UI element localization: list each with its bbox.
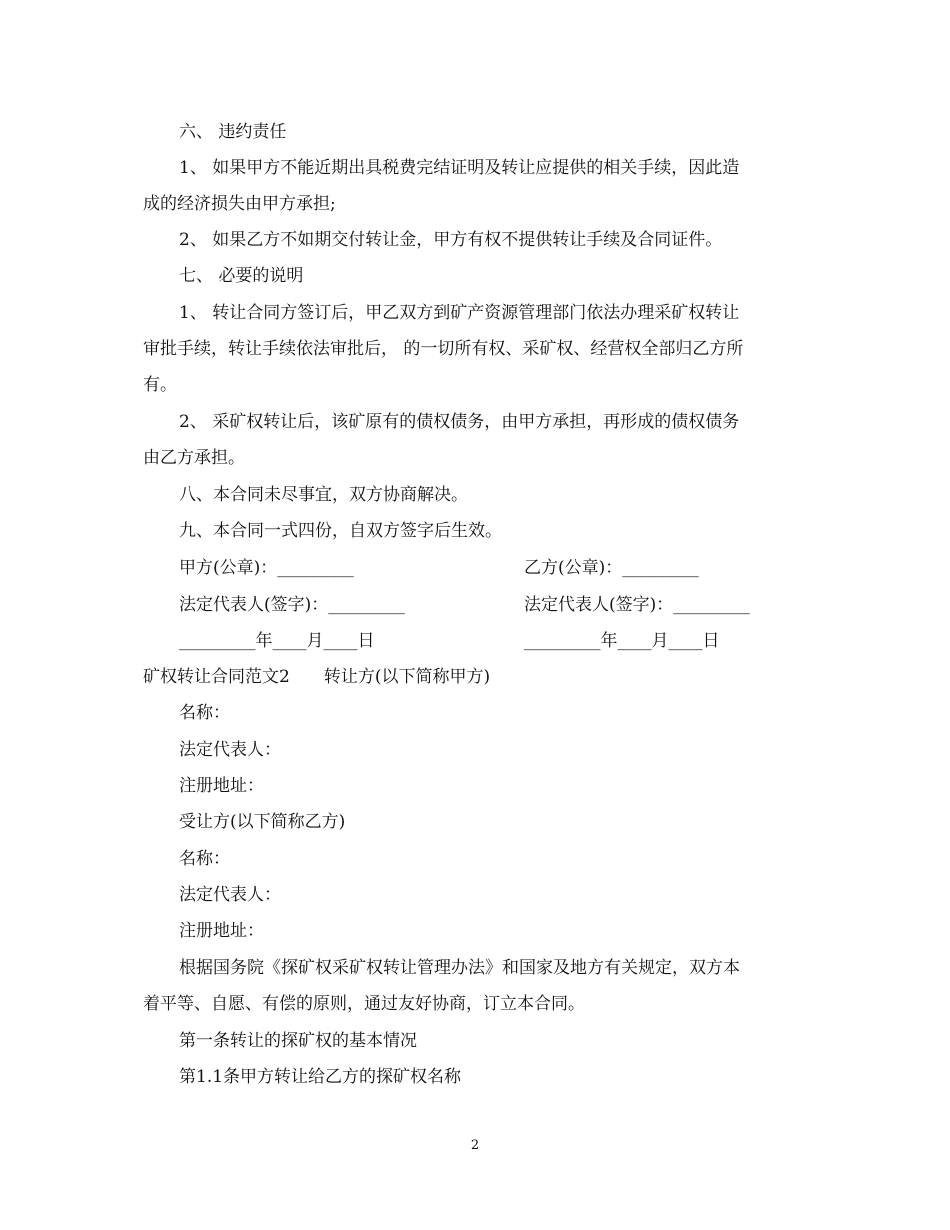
- paragraph-line: 2、 采矿权转让后，该矿原有的债权债务，由甲方承担，再形成的债权债务: [179, 412, 740, 432]
- article-one-heading: 第一条转让的探矿权的基本情况: [179, 1031, 417, 1051]
- clause-eight: 八、本合同未尽事宜，双方协商解决。: [179, 485, 468, 505]
- section-heading-notes: 七、 必要的说明: [179, 266, 304, 286]
- paragraph-line: 根据国务院《探矿权采矿权转让管理办法》和国家及地方有关规定，双方本: [179, 958, 740, 978]
- party-a-date: _________年____月____日: [179, 631, 375, 651]
- paragraph-line: 1、 转让合同方签订后，甲乙双方到矿产资源管理部门依法办理采矿权转让: [179, 303, 740, 323]
- paragraph-line: 有。: [143, 375, 177, 395]
- party-a-representative: 法定代表人(签字)：_________: [179, 595, 405, 615]
- paragraph-line: 着平等、自愿、有偿的原则，通过友好协商，订立本合同。: [143, 994, 585, 1014]
- transferee-heading: 受让方(以下简称乙方): [179, 812, 346, 832]
- paragraph-line: 2、 如果乙方不如期交付转让金，甲方有权不提供转让手续及合同证件。: [179, 230, 723, 250]
- paragraph-line: 1、 如果甲方不能近期出具税费完结证明及转让应提供的相关手续，因此造: [179, 158, 740, 178]
- clause-nine: 九、本合同一式四份，自双方签字后生效。: [179, 521, 502, 541]
- paragraph-line: 成的经济损失由甲方承担;: [143, 194, 336, 214]
- party-a-seal: 甲方(公章)：_________: [179, 558, 354, 578]
- party-b-representative: 法定代表人(签字)：_________: [524, 595, 750, 615]
- contract-2-title: 矿权转让合同范文2 转让方(以下简称甲方): [143, 667, 491, 687]
- transferor-name: 名称：: [179, 703, 230, 723]
- article-1-1: 第1.1条甲方转让给乙方的探矿权名称: [179, 1067, 462, 1087]
- transferee-address: 注册地址：: [179, 921, 264, 941]
- transferor-address: 注册地址：: [179, 776, 264, 796]
- party-b-date: _________年____月____日: [524, 631, 720, 651]
- transferee-representative: 法定代表人：: [179, 885, 281, 905]
- party-b-seal: 乙方(公章)：_________: [524, 558, 699, 578]
- paragraph-line: 审批手续，转让手续依法审批后， 的一切所有权、采矿权、经营权全部归乙方所: [143, 339, 744, 359]
- section-heading-breach: 六、 违约责任: [179, 122, 287, 142]
- transferor-representative: 法定代表人：: [179, 740, 281, 760]
- paragraph-line: 由乙方承担。: [143, 448, 245, 468]
- page-number: 2: [470, 1138, 480, 1153]
- transferee-name: 名称：: [179, 849, 230, 869]
